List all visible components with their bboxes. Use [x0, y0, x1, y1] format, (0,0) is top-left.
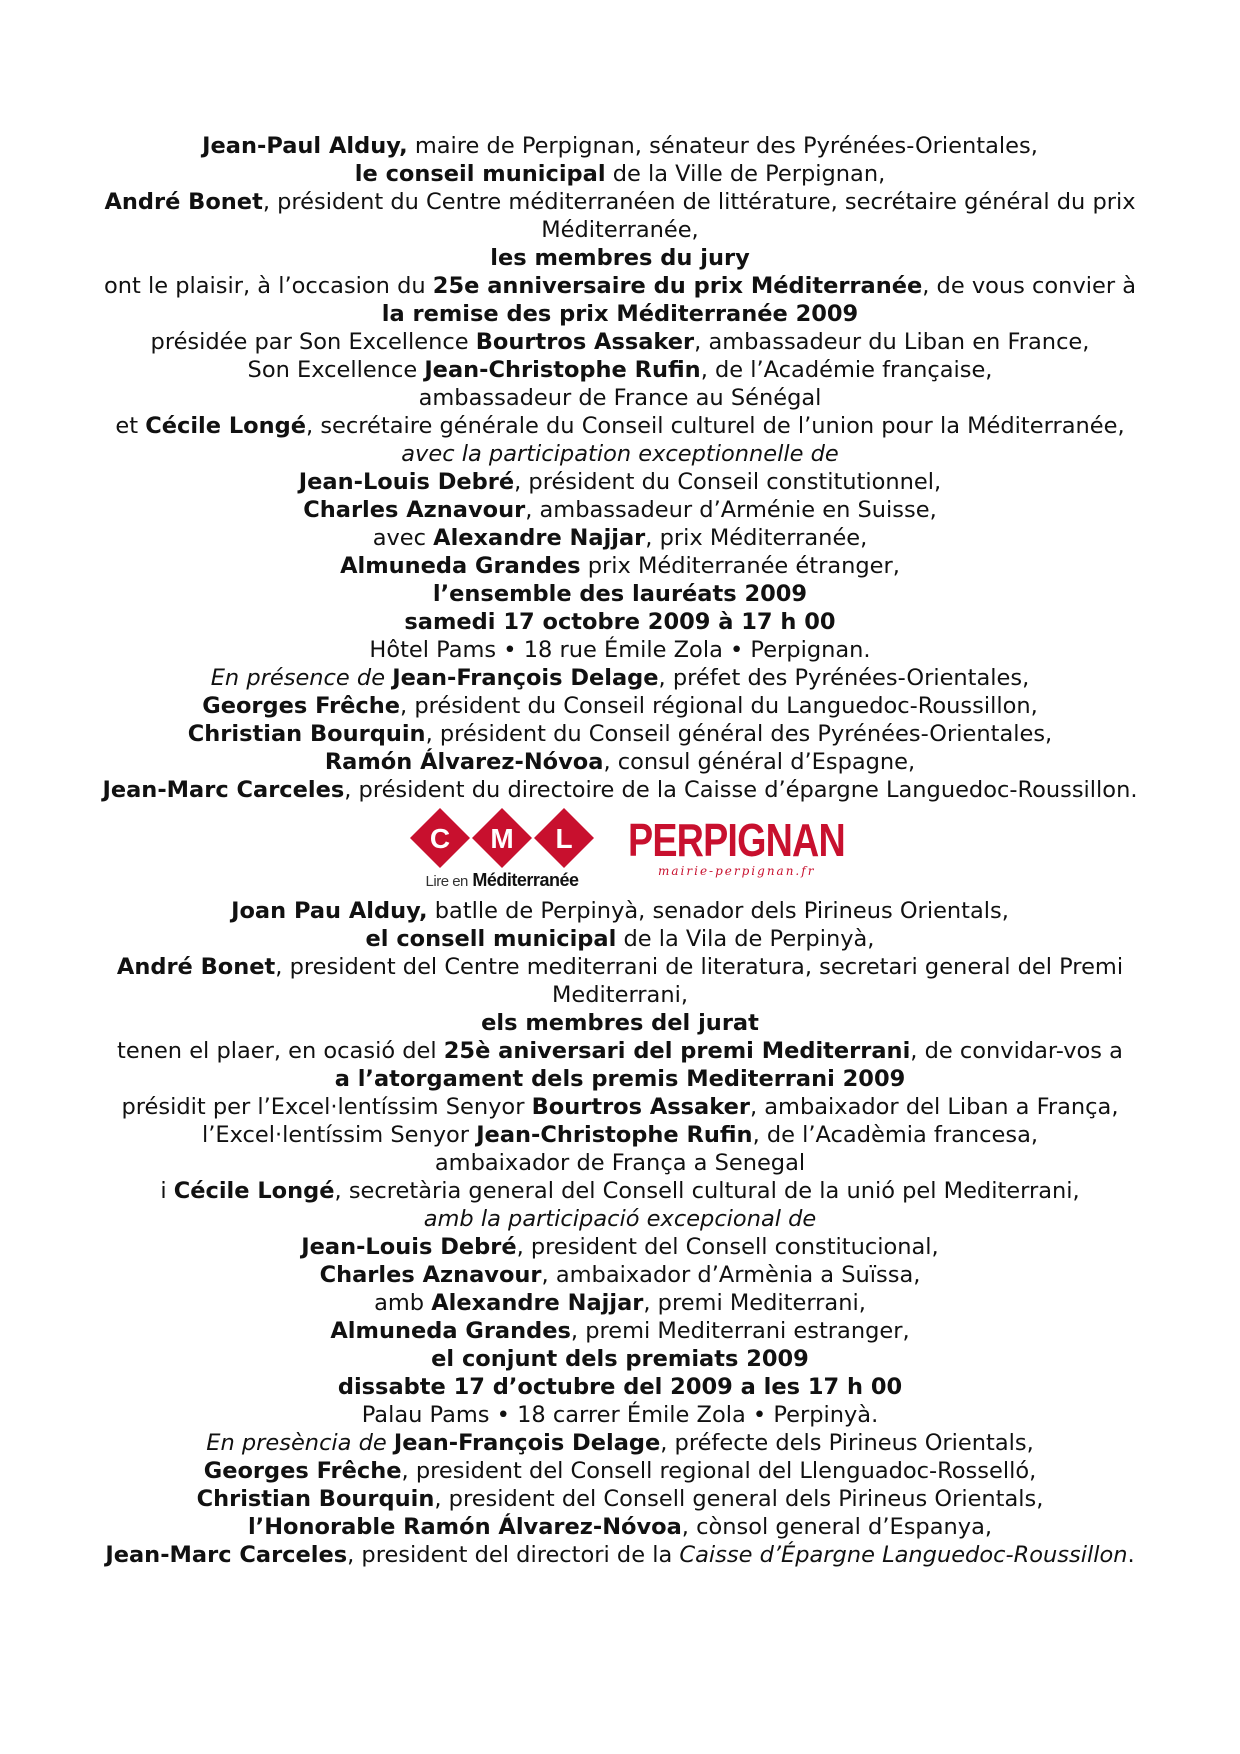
- bold-run: André Bonet: [116, 954, 276, 980]
- text-run: amb: [374, 1290, 432, 1316]
- bold-run: Georges Frêche: [203, 1458, 402, 1484]
- text-line: [60, 328, 1180, 356]
- italic-run: En presència de: [206, 1430, 394, 1456]
- text-run: , ambaixador d’Armènia a Suïssa,: [541, 1262, 921, 1288]
- text-line: [60, 925, 1180, 953]
- italic-run: avec la participation exceptionnelle de: [401, 441, 839, 467]
- text-run: ambaixador de França a Senegal: [434, 1150, 806, 1176]
- text-line: [60, 1513, 1180, 1541]
- bold-run: el consell municipal: [365, 926, 617, 952]
- italic-run: Caisse d’Épargne Languedoc-Roussillon: [679, 1542, 1128, 1568]
- text-run: , president del Centre mediterrani de literatura, secretari general del Premi: [275, 954, 1124, 980]
- text-run: , president del Consell regional del Llenguadoc-Rosselló,: [401, 1458, 1037, 1484]
- perpignan-url: mairie-perpignan.fr: [658, 864, 816, 878]
- bold-run: Jean-Louis Debré: [301, 1234, 517, 1260]
- text-line: [60, 524, 1180, 552]
- text-line: [60, 496, 1180, 524]
- text-run: tenen el plaer, en ocasió del: [117, 1038, 444, 1064]
- text-line: [60, 897, 1180, 925]
- text-run: , ambassadeur du Liban en France,: [694, 329, 1090, 355]
- bold-run: el conjunt dels premiats 2009: [431, 1346, 809, 1372]
- perpignan-wordmark: PERPIGNAN: [628, 814, 845, 866]
- text-line: [60, 1009, 1180, 1037]
- text-run: présidit per l’Excel·lentíssim Senyor: [121, 1094, 532, 1120]
- text-line: [60, 552, 1180, 580]
- bold-run: l’ensemble des lauréats 2009: [432, 581, 808, 607]
- text-line: [60, 1317, 1180, 1345]
- text-run: , secrétaire générale du Conseil culturel de l’union pour la Méditerranée,: [306, 413, 1125, 439]
- bold-run: Charles Aznavour: [319, 1262, 542, 1288]
- bold-run: els membres del jurat: [481, 1010, 759, 1036]
- text-run: de la Vila de Perpinyà,: [616, 926, 875, 952]
- text-run: maire de Perpignan, sénateur des Pyrénées-Orientales,: [407, 133, 1038, 159]
- text-line: [60, 1345, 1180, 1373]
- bold-run: Ramón Álvarez-Nóvoa: [324, 749, 604, 775]
- bold-run: Jean-Christophe Rufin: [424, 357, 701, 383]
- bold-run: Bourtros Assaker: [531, 1094, 750, 1120]
- text-run: avec: [372, 525, 434, 551]
- text-line: [60, 981, 1180, 1009]
- text-run: Palau Pams • 18 carrer Émile Zola • Perpinyà.: [361, 1402, 879, 1428]
- bold-run: Almuneda Grandes: [340, 553, 581, 579]
- cml-tagline-light: Lire en: [425, 873, 468, 890]
- cml-letter-m: M: [490, 823, 514, 854]
- bold-run: Jean-François Delage: [392, 665, 659, 691]
- text-line: [60, 1093, 1180, 1121]
- text-line: [60, 953, 1180, 981]
- text-run: et: [115, 413, 146, 439]
- text-run: , président du Centre méditerranéen de littérature, secrétaire général du prix: [262, 189, 1136, 215]
- text-line: [60, 1233, 1180, 1261]
- text-run: de la Ville de Perpignan,: [605, 161, 886, 187]
- text-line: [60, 776, 1180, 804]
- italic-run: En présence de: [210, 665, 393, 691]
- cml-letter-c: C: [429, 823, 451, 854]
- bold-run: Georges Frêche: [202, 693, 401, 719]
- bold-run: 25è aniversari del premi Mediterrani: [443, 1038, 911, 1064]
- text-run: Hôtel Pams • 18 rue Émile Zola • Perpignan.: [369, 637, 871, 663]
- bold-run: Alexandre Najjar: [433, 525, 646, 551]
- perpignan-logo: [628, 814, 845, 898]
- text-run: l’Excel·lentíssim Senyor: [201, 1122, 477, 1148]
- bold-run: Joan Pau Alduy,: [231, 898, 428, 924]
- bold-run: dissabte 17 d’octubre del 2009 a les 17 h 00: [337, 1374, 903, 1400]
- text-run: , préfet des Pyrénées-Orientales,: [658, 665, 1030, 691]
- text-line: [60, 720, 1180, 748]
- text-line: [60, 132, 1180, 160]
- bold-run: Charles Aznavour: [303, 497, 526, 523]
- text-line: [60, 1429, 1180, 1457]
- text-line: [60, 1401, 1180, 1429]
- text-line: [60, 1177, 1180, 1205]
- text-run: , secretària general del Consell cultural de la unió pel Mediterrani,: [334, 1178, 1080, 1204]
- bold-run: les membres du jury: [490, 245, 750, 271]
- text-line: [60, 272, 1180, 300]
- text-run: , de l’Académie française,: [700, 357, 993, 383]
- text-line: [60, 356, 1180, 384]
- text-run: , prix Méditerranée,: [645, 525, 868, 551]
- text-run: , président du Conseil constitutionnel,: [514, 469, 942, 495]
- bold-run: Jean-Christophe Rufin: [476, 1122, 753, 1148]
- bold-run: le conseil municipal: [354, 161, 606, 187]
- bold-run: Jean-Paul Alduy,: [202, 133, 408, 159]
- text-run: , de convidar-vos a: [910, 1038, 1123, 1064]
- bold-run: Jean-Marc Carceles: [102, 777, 345, 803]
- text-run: prix Méditerranée étranger,: [580, 553, 900, 579]
- text-run: , ambassadeur d’Arménie en Suisse,: [525, 497, 937, 523]
- text-run: , de l’Acadèmia francesa,: [752, 1122, 1039, 1148]
- bold-run: Bourtros Assaker: [475, 329, 695, 355]
- text-run: , cònsol general d’Espanya,: [681, 1514, 993, 1540]
- text-run: ont le plaisir, à l’occasion du: [103, 273, 433, 299]
- text-run: , président du Conseil régional du Languedoc-Roussillon,: [400, 693, 1038, 719]
- text-line: [60, 440, 1180, 468]
- text-line: [60, 244, 1180, 272]
- text-run: ambassadeur de France au Sénégal: [418, 385, 822, 411]
- logos-row: [0, 806, 1240, 898]
- text-run: , président du directoire de la Caisse d’épargne Languedoc-Roussillon.: [344, 777, 1138, 803]
- text-run: , president del Consell constitucional,: [516, 1234, 939, 1260]
- text-run: .: [1127, 1542, 1135, 1568]
- text-line: [60, 636, 1180, 664]
- text-run: Son Excellence: [247, 357, 425, 383]
- text-line: [60, 412, 1180, 440]
- text-run: présidée par Son Excellence: [150, 329, 476, 355]
- text-run: , premi Mediterrani estranger,: [570, 1318, 910, 1344]
- text-line: [60, 1485, 1180, 1513]
- text-line: [60, 216, 1180, 244]
- bold-run: Jean-François Delage: [393, 1430, 661, 1456]
- bold-run: Cécile Longé: [173, 1178, 335, 1204]
- text-line: [60, 1289, 1180, 1317]
- text-line: [60, 1065, 1180, 1093]
- text-line: [60, 1261, 1180, 1289]
- catalan-invitation-text: [60, 897, 1180, 1569]
- text-line: [60, 748, 1180, 776]
- bold-run: samedi 17 octobre 2009 à 17 h 00: [404, 609, 836, 635]
- bold-run: l’Honorable Ramón Álvarez-Nóvoa: [247, 1514, 682, 1540]
- cml-tagline: [407, 869, 597, 893]
- text-run: Méditerranée,: [541, 217, 699, 243]
- text-line: [60, 1037, 1180, 1065]
- text-line: [60, 188, 1180, 216]
- bold-run: Alexandre Najjar: [431, 1290, 644, 1316]
- text-run: , president del Consell general dels Pirineus Orientals,: [434, 1486, 1044, 1512]
- text-run: , de vous convier à: [922, 273, 1137, 299]
- bold-run: Almuneda Grandes: [330, 1318, 571, 1344]
- text-line: [60, 1121, 1180, 1149]
- bold-run: Christian Bourquin: [187, 721, 426, 747]
- text-line: [60, 692, 1180, 720]
- bold-run: André Bonet: [104, 189, 263, 215]
- text-line: [60, 1457, 1180, 1485]
- text-line: [60, 580, 1180, 608]
- bold-run: Christian Bourquin: [196, 1486, 435, 1512]
- text-line: [60, 1373, 1180, 1401]
- text-line: [60, 1205, 1180, 1233]
- bold-run: a l’atorgament dels premis Mediterrani 2009: [334, 1066, 906, 1092]
- cml-diamonds-icon: [409, 806, 595, 870]
- text-run: i: [160, 1178, 174, 1204]
- french-invitation-text: [60, 132, 1180, 804]
- bold-run: Jean-Marc Carceles: [105, 1542, 348, 1568]
- text-line: [60, 300, 1180, 328]
- text-run: , premi Mediterrani,: [643, 1290, 866, 1316]
- text-line: [60, 160, 1180, 188]
- italic-run: amb la participació excepcional de: [423, 1206, 817, 1232]
- text-line: [60, 384, 1180, 412]
- cml-logo: [407, 806, 597, 896]
- text-line: [60, 608, 1180, 636]
- bold-run: 25e anniversaire du prix Méditerranée: [432, 273, 923, 299]
- text-run: batlle de Perpinyà, senador dels Pirineus Orientals,: [427, 898, 1009, 924]
- bold-run: la remise des prix Méditerranée 2009: [381, 301, 859, 327]
- text-line: [60, 468, 1180, 496]
- text-line: [60, 664, 1180, 692]
- text-run: , préfecte dels Pirineus Orientals,: [660, 1430, 1034, 1456]
- text-run: , ambaixador del Liban a França,: [749, 1094, 1119, 1120]
- bold-run: Cécile Longé: [145, 413, 307, 439]
- text-run: , president del directori de la: [347, 1542, 680, 1568]
- cml-letter-l: L: [555, 823, 573, 854]
- text-run: Mediterrani,: [551, 982, 688, 1008]
- bold-run: Jean-Louis Debré: [298, 469, 515, 495]
- cml-tagline-bold: Méditerranée: [472, 870, 579, 890]
- text-line: [60, 1149, 1180, 1177]
- text-run: , président du Conseil général des Pyrénées-Orientales,: [425, 721, 1053, 747]
- text-line: [60, 1541, 1180, 1569]
- text-run: , consul général d’Espagne,: [603, 749, 916, 775]
